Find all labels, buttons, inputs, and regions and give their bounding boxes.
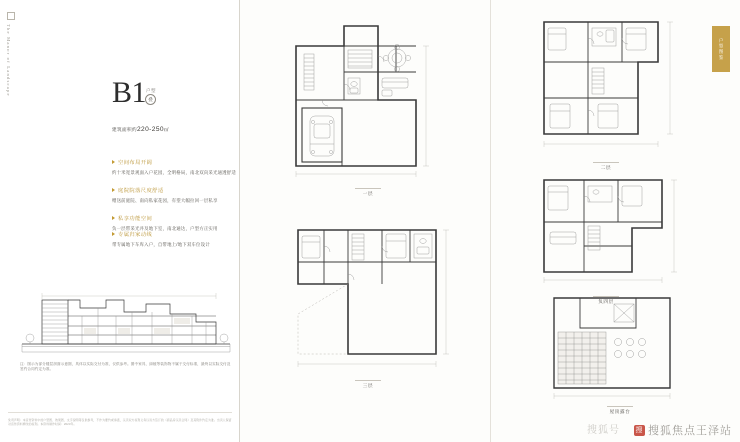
plan-caption — [592, 406, 648, 415]
feature-item — [112, 230, 236, 248]
feature-title: 空间布局开阔 — [118, 160, 153, 166]
disclaimer-text: 免责声明：本宣传资料中的户型图、效果图、文字说明等仅供参考，不作为要约或承诺，买卖双方权利义务以双方签订的《商品房买卖合同》及其附件约定为准。出卖人保留对宣传资料修改的权利。本资料制作时间：2023年。 — [8, 418, 232, 427]
plan-caption-text: 三层 — [362, 383, 374, 388]
feature-text: 约十米宽景观面入户花园，全明格局，南北双向采光通透舒适 — [112, 170, 236, 175]
floor-plan-level-2 — [530, 14, 680, 170]
feature-title-row — [112, 158, 236, 166]
plan-caption-text: 负四层 — [598, 299, 614, 304]
decorative-square — [7, 12, 15, 20]
feature-title: 专属归家动线 — [118, 232, 153, 238]
feature-title-row — [112, 186, 236, 194]
unit-code: B1 — [112, 76, 147, 109]
plan-caption — [348, 380, 388, 389]
caption-rule — [607, 406, 633, 407]
divider — [8, 412, 232, 413]
unit-area — [112, 126, 169, 133]
unit-area-value: 220-250 — [136, 126, 164, 133]
floor-plan-roof-terrace — [540, 288, 690, 414]
triangle-bullet-icon — [112, 160, 115, 164]
feature-item — [112, 158, 236, 176]
feature-text: 负一层带采光井及地下室，南北通达，户型方正实用 — [112, 226, 218, 231]
divider-vertical — [239, 0, 240, 442]
feature-title-row — [112, 230, 236, 238]
floor-plan-basement — [528, 172, 683, 304]
plan-caption — [348, 188, 388, 197]
floor-plan-level-3 — [286, 222, 456, 388]
unit-area-unit: ㎡ — [163, 127, 169, 132]
unit-code-sub: 户型 — [146, 88, 156, 93]
watermark — [634, 422, 732, 438]
plan-caption-text: 二层 — [600, 165, 612, 170]
triangle-bullet-icon — [112, 188, 115, 192]
building-section-drawing — [20, 282, 232, 354]
plan-caption-text: 一层 — [362, 191, 374, 196]
triangle-bullet-icon — [112, 232, 115, 236]
feature-item — [112, 186, 236, 204]
feature-title: 私享功能空间 — [118, 216, 153, 222]
floor-plan-level-1 — [286, 16, 451, 196]
section-note: 注：图示为部分楼层剖面示意图，具体以实际交付为准，仅供参考。图中家具、绿植等装饰物不属于交付标准，最终以实际交付及签约合同约定为准。 — [20, 362, 231, 372]
left-info-panel — [0, 0, 240, 442]
feature-title-row — [112, 214, 236, 222]
caption-rule — [355, 380, 381, 381]
feature-text: 赠送前庭院、南向私家花园，有望大幅拉回一层私享 — [112, 198, 218, 203]
feature-text: 带专属地下车库入户，自带地上/地下双车位设计 — [112, 242, 210, 247]
corner-tab-badge: 户型图鉴 — [712, 26, 730, 72]
unit-area-label: 建筑面积约 — [112, 127, 137, 132]
watermark-ghost: 搜狐号 — [587, 425, 620, 436]
feature-title: 庭院院落尺度舒适 — [118, 188, 164, 194]
brand-vertical-label: The Manor of Landscape — [6, 24, 11, 97]
caption-rule — [593, 162, 619, 163]
plan-caption — [586, 162, 626, 171]
triangle-bullet-icon — [112, 216, 115, 220]
sohu-logo-icon: 搜 — [635, 426, 644, 434]
caption-rule — [355, 188, 381, 189]
watermark-text: 搜狐焦点王泽站 — [648, 425, 732, 437]
plan-caption-text: 屋顶露台 — [609, 409, 631, 414]
unit-type-badge: 叠 — [145, 94, 156, 105]
divider-vertical — [490, 0, 491, 442]
